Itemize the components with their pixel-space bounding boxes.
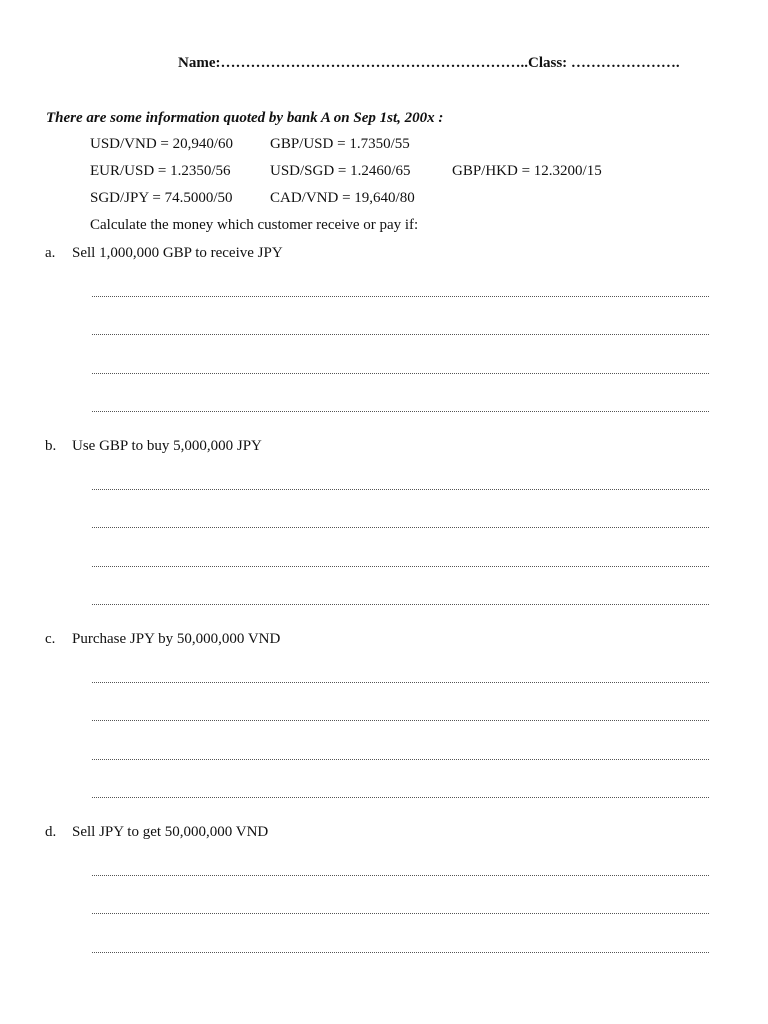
rate-usd-sgd: USD/SGD = 1.2460/65 — [270, 163, 411, 179]
answer-line — [92, 759, 709, 760]
answer-line — [92, 604, 709, 605]
answer-line — [92, 797, 709, 798]
question-letter: d. — [45, 824, 57, 840]
answer-line — [92, 875, 709, 876]
rate-gbp-hkd: GBP/HKD = 12.3200/15 — [452, 163, 602, 179]
answer-line — [92, 566, 709, 567]
rate-usd-vnd: USD/VND = 20,940/60 — [90, 136, 234, 152]
answer-line — [92, 489, 709, 490]
question-letter: a. — [45, 245, 56, 261]
answer-line — [92, 296, 709, 297]
question-text: Purchase JPY by 50,000,000 VND — [72, 631, 281, 647]
answer-line — [92, 411, 709, 412]
rate-cad-vnd: CAD/VND = 19,640/80 — [270, 190, 415, 206]
rate-gbp-usd: GBP/USD = 1.7350/55 — [270, 136, 410, 152]
intro-text: There are some information quoted by bank A on Sep 1st, 200x : — [46, 110, 444, 126]
rate-sgd-jpy: SGD/JPY = 74.5000/50 — [90, 190, 233, 206]
answer-line — [92, 720, 709, 721]
name-class-header: Name:……………………………………………………..Class: …………………. — [178, 55, 680, 71]
question-letter: b. — [45, 438, 57, 454]
answer-line — [92, 334, 709, 335]
answer-line — [92, 682, 709, 683]
question-text: Sell 1,000,000 GBP to receive JPY — [72, 245, 283, 261]
question-text: Use GBP to buy 5,000,000 JPY — [72, 438, 262, 454]
rate-eur-usd: EUR/USD = 1.2350/56 — [90, 163, 231, 179]
answer-line — [92, 952, 709, 953]
answer-line — [92, 913, 709, 914]
question-letter: c. — [45, 631, 56, 647]
instruction-text: Calculate the money which customer receive or pay if: — [90, 217, 419, 233]
answer-line — [92, 373, 709, 374]
question-text: Sell JPY to get 50,000,000 VND — [72, 824, 269, 840]
answer-line — [92, 527, 709, 528]
